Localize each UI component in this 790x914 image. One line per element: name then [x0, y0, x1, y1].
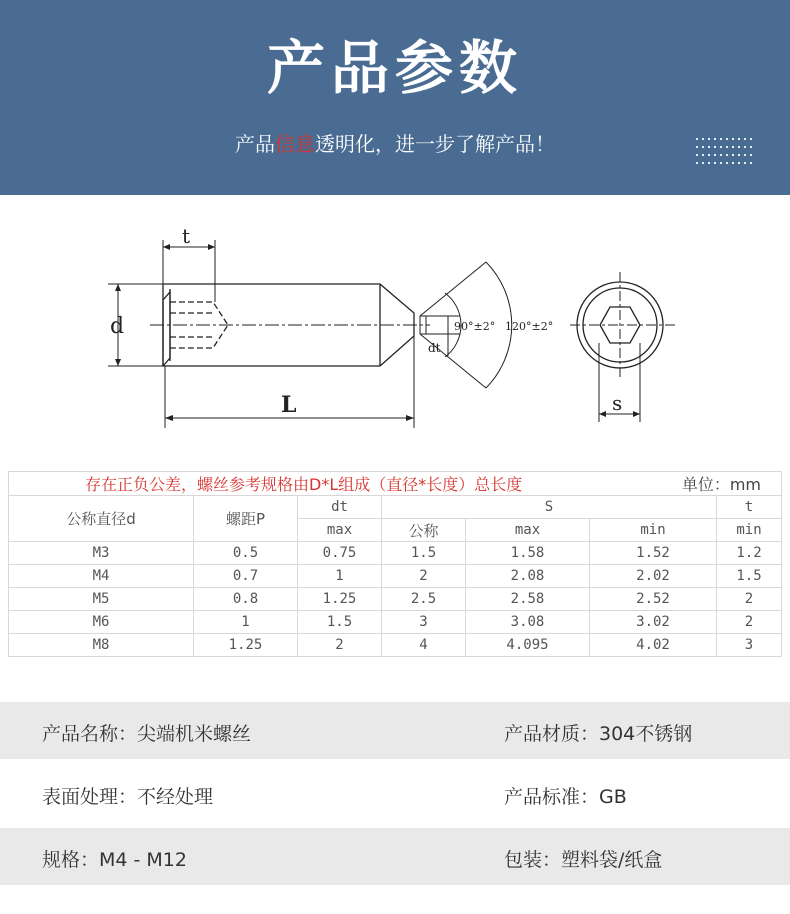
table-cell: 1.2	[717, 542, 782, 565]
info-row-name-material	[0, 702, 790, 759]
header-t: t	[717, 496, 782, 519]
product-standard: 产品标准：GB	[504, 786, 627, 808]
dim-s-label: s	[612, 391, 623, 415]
table-cell: 4.02	[590, 634, 717, 657]
dim-d-label: d	[110, 314, 125, 339]
table-cell: 2	[717, 611, 782, 634]
table-row	[9, 542, 782, 565]
dim-dt-label: dt	[428, 341, 441, 355]
table-row	[9, 634, 782, 657]
header-s-nominal: 公称	[382, 519, 466, 542]
table-cell: 2	[382, 565, 466, 588]
dim-t-label: t	[182, 224, 191, 248]
angle-90-label: 90°±2°	[454, 320, 496, 333]
table-cell: 1.5	[382, 542, 466, 565]
header-banner	[0, 0, 790, 195]
table-cell: 2.52	[590, 588, 717, 611]
product-name: 产品名称：尖端机米螺丝	[42, 723, 252, 745]
header-dt: dt	[298, 496, 382, 519]
table-row	[9, 611, 782, 634]
product-material: 产品材质：304不锈钢	[504, 723, 693, 745]
table-cell: 4.095	[466, 634, 590, 657]
table-cell: 4	[382, 634, 466, 657]
packaging: 包装：塑料袋/纸盒	[504, 849, 663, 871]
table-cell: 1.25	[298, 588, 382, 611]
table-cell: 0.8	[194, 588, 298, 611]
table-cell: 2	[717, 588, 782, 611]
table-cell: 1.25	[194, 634, 298, 657]
header-s-min: min	[590, 519, 717, 542]
table-cell: 1.58	[466, 542, 590, 565]
header-s: S	[382, 496, 717, 519]
table-cell: 0.75	[298, 542, 382, 565]
table-cell: 3.02	[590, 611, 717, 634]
table-cell: 3	[717, 634, 782, 657]
spec-table	[8, 471, 782, 657]
table-cell: 1	[194, 611, 298, 634]
table-cell: 1.5	[717, 565, 782, 588]
table-cell: 1.5	[298, 611, 382, 634]
header-t-min: min	[717, 519, 782, 542]
header-dt-max: max	[298, 519, 382, 542]
table-cell: 2	[298, 634, 382, 657]
table-cell: 0.7	[194, 565, 298, 588]
info-row-spec-packaging	[0, 828, 790, 885]
angle-120-label: 120°±2°	[505, 320, 554, 333]
dim-L-label: L	[281, 392, 297, 418]
page-title: 产品参数	[266, 34, 523, 102]
table-row	[9, 565, 782, 588]
table-cell: 2.08	[466, 565, 590, 588]
table-cell: M6	[9, 611, 194, 634]
unit-label: 单位：mm	[653, 472, 782, 496]
product-spec: 规格：M4 - M12	[42, 849, 187, 871]
header-pitch: 螺距P	[194, 496, 298, 542]
screw-technical-drawing	[0, 195, 790, 470]
table-cell: 3	[382, 611, 466, 634]
table-row	[9, 588, 782, 611]
surface-treatment: 表面处理：不经处理	[42, 786, 214, 808]
subtitle-prefix: 产品	[235, 132, 275, 156]
table-cell: M8	[9, 634, 194, 657]
tolerance-note: 存在正负公差，螺丝参考规格由D*L组成（直径*长度）总长度	[9, 472, 654, 496]
table-cell: M4	[9, 565, 194, 588]
subtitle-suffix: 透明化，进一步了解产品！	[315, 132, 555, 156]
table-cell: M5	[9, 588, 194, 611]
table-cell: M3	[9, 542, 194, 565]
table-cell: 1	[298, 565, 382, 588]
info-row-surface-standard	[0, 765, 790, 822]
header-s-max: max	[466, 519, 590, 542]
table-cell: 3.08	[466, 611, 590, 634]
header-nominal-diameter: 公称直径d	[9, 496, 194, 542]
subtitle-highlight: 信息	[275, 132, 315, 156]
table-cell: 2.5	[382, 588, 466, 611]
table-cell: 1.52	[590, 542, 717, 565]
dots-decoration-icon	[696, 138, 754, 166]
table-cell: 2.02	[590, 565, 717, 588]
table-cell: 2.58	[466, 588, 590, 611]
subtitle	[0, 130, 790, 158]
table-cell: 0.5	[194, 542, 298, 565]
